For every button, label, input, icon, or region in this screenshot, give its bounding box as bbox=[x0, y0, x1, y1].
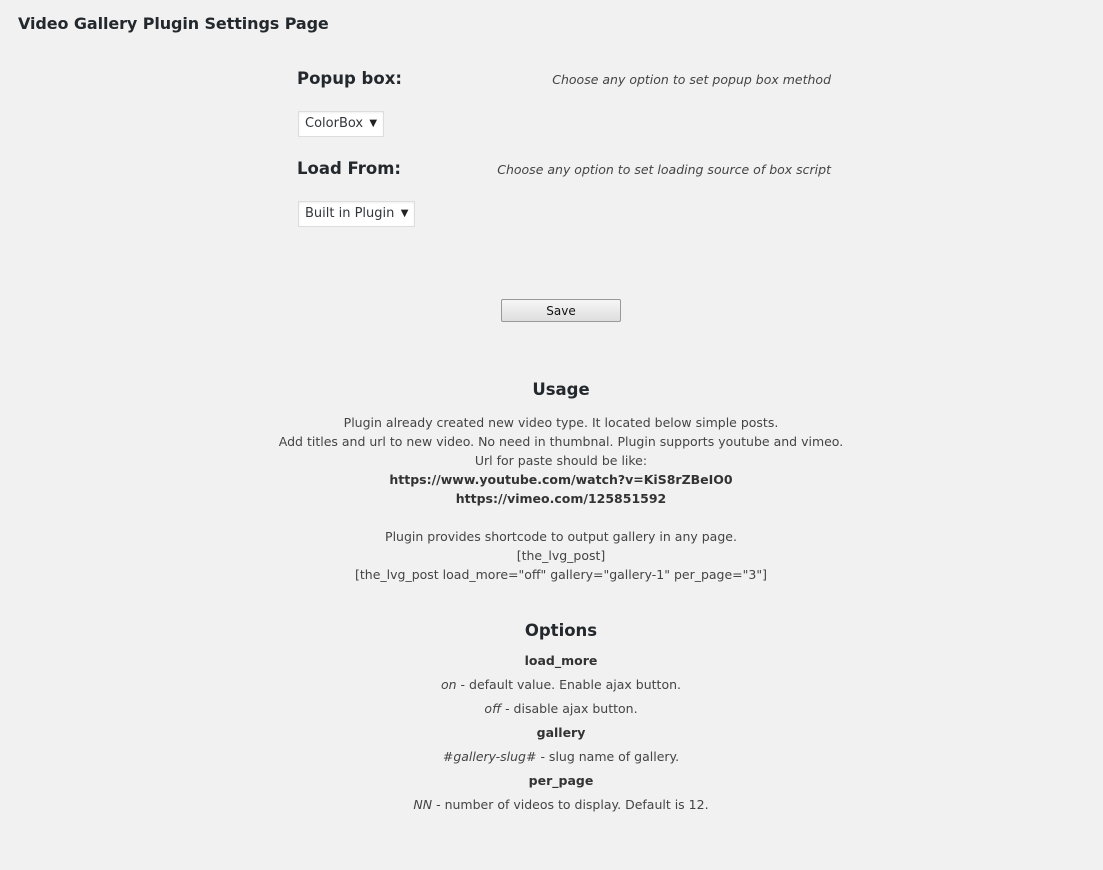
option-name: per_page bbox=[528, 773, 594, 788]
page-title: Video Gallery Plugin Settings Page bbox=[18, 14, 329, 33]
option-name: load_more bbox=[524, 653, 598, 668]
option-name: gallery bbox=[536, 725, 586, 740]
shortcode-example: [the_lvg_post load_more="off" gallery="gallery-1" per_page="3"] bbox=[355, 567, 767, 582]
option-description bbox=[0, 673, 1103, 697]
shortcode-example: [the_lvg_post] bbox=[516, 548, 606, 563]
dropdown-arrow-icon: ▼ bbox=[369, 118, 378, 129]
option-value: NN bbox=[413, 797, 433, 812]
option-description bbox=[0, 793, 1103, 817]
option-value: #gallery-slug# bbox=[442, 749, 537, 764]
option-desc-text: - number of videos to display. Default is 12. bbox=[432, 797, 709, 812]
usage-text bbox=[0, 413, 1103, 584]
load-from-label: Load From: bbox=[297, 159, 402, 178]
dropdown-arrow-icon: ▼ bbox=[400, 208, 409, 219]
options-heading: Options bbox=[524, 621, 598, 640]
usage-heading: Usage bbox=[532, 380, 590, 399]
popup-box-selected-value: ColorBox bbox=[305, 116, 364, 131]
option-value: on bbox=[441, 677, 457, 692]
load-from-selected-value: Built in Plugin bbox=[305, 206, 395, 221]
option-desc-text: - default value. Enable ajax button. bbox=[456, 677, 681, 692]
popup-box-hint: Choose any option to set popup box method bbox=[552, 72, 831, 87]
usage-line: Add titles and url to new video. No need in thumbnal. Plugin supports youtube and vimeo. bbox=[278, 434, 844, 449]
popup-box-label: Popup box: bbox=[297, 69, 402, 88]
example-url-youtube: https://www.youtube.com/watch?v=KiS8rZBeIO0 bbox=[389, 472, 733, 487]
usage-line: Url for paste should be like: bbox=[474, 453, 648, 468]
option-description bbox=[0, 697, 1103, 721]
load-from-select[interactable] bbox=[298, 201, 415, 227]
option-desc-text: - disable ajax button. bbox=[501, 701, 638, 716]
option-description bbox=[0, 745, 1103, 769]
option-desc-text: - slug name of gallery. bbox=[536, 749, 680, 764]
usage-line: Plugin provides shortcode to output gallery in any page. bbox=[385, 529, 737, 544]
example-url-vimeo: https://vimeo.com/125851592 bbox=[455, 491, 667, 506]
options-section bbox=[0, 621, 1103, 817]
option-value: off bbox=[484, 701, 502, 716]
usage-line: Plugin already created new video type. It located below simple posts. bbox=[343, 415, 779, 430]
load-from-hint: Choose any option to set loading source of box script bbox=[497, 162, 831, 177]
usage-section bbox=[0, 380, 1103, 584]
popup-box-select[interactable] bbox=[298, 111, 384, 137]
save-button[interactable]: Save bbox=[501, 299, 621, 322]
